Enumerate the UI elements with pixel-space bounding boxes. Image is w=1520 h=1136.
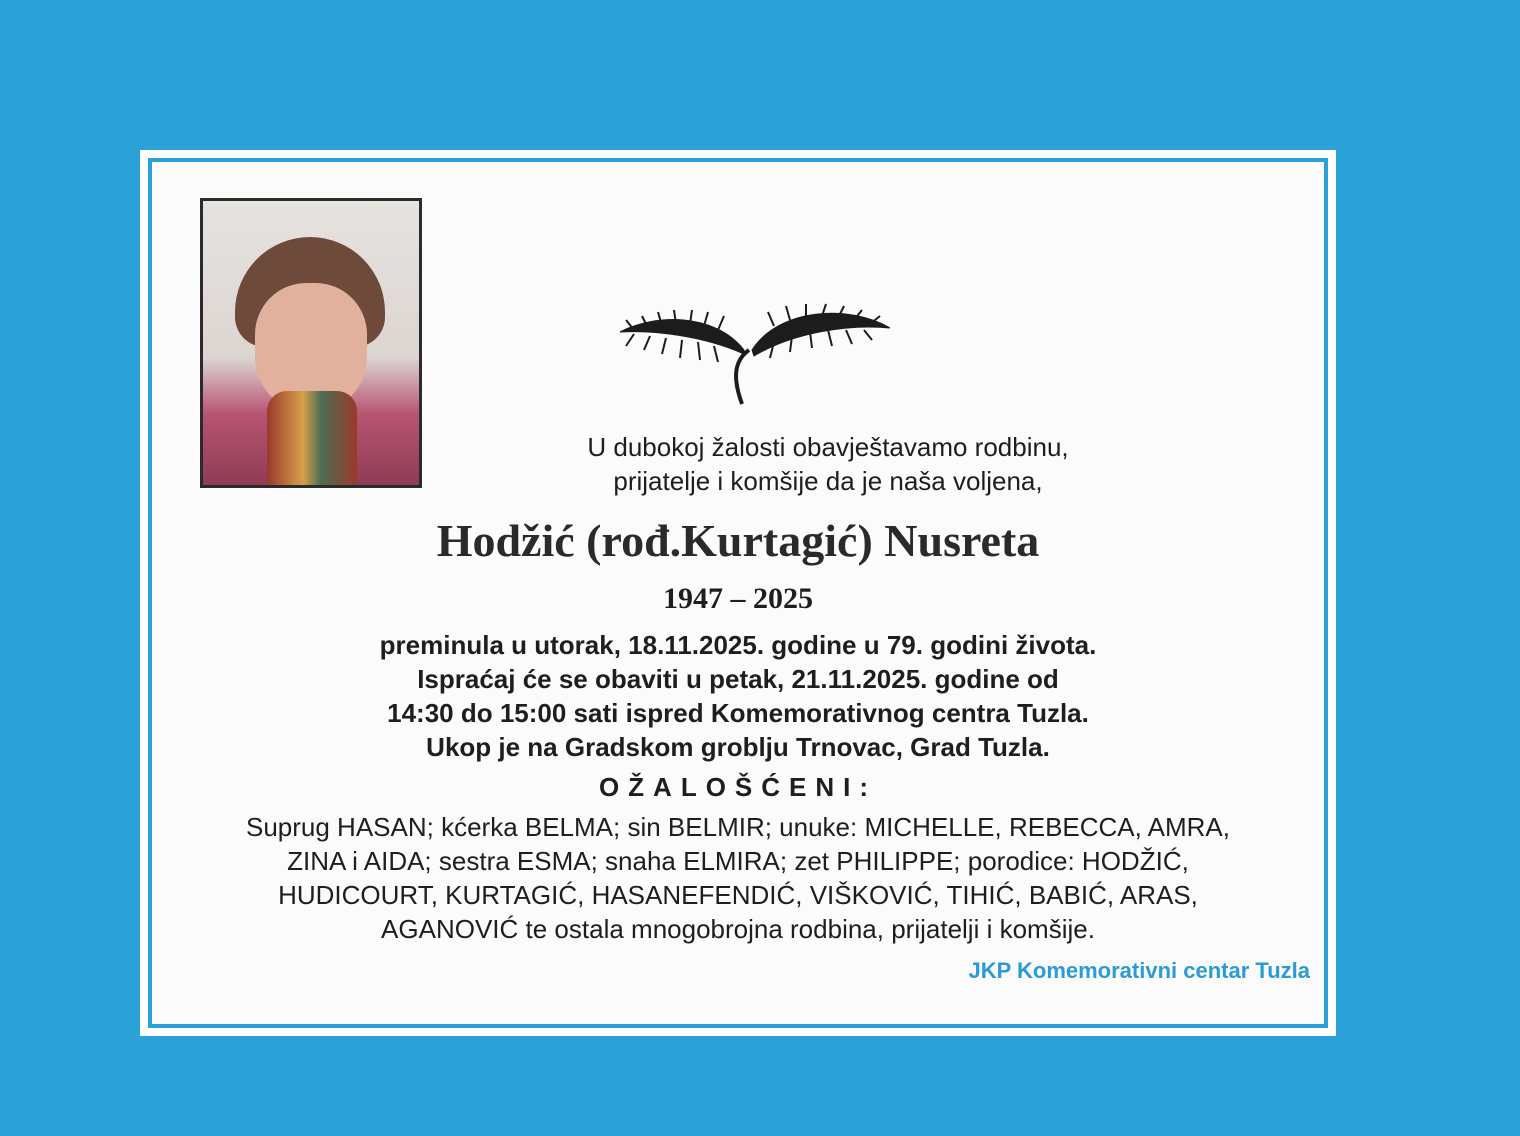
intro-line: prijatelje i komšije da je naša voljena,	[613, 466, 1043, 496]
mourners-line: Suprug HASAN; kćerka BELMA; sin BELMIR; unuke: MICHELLE, REBECCA, AMRA,	[245, 812, 1230, 842]
mourners-line: HUDICOURT, KURTAGIĆ, HASANEFENDIĆ, VIŠKOVIĆ, TIHIĆ, BABIĆ, ARAS,	[278, 880, 1198, 910]
details-line: Ukop je na Gradskom groblju Trnovac, Grad Tuzla.	[426, 732, 1050, 762]
deceased-name: Hodžić (rođ.Kurtagić) Nusreta	[436, 515, 1040, 566]
publisher-footer: JKP Komemorativni centar Tuzla	[968, 958, 1310, 983]
life-years: 1947 – 2025	[663, 582, 813, 615]
notice-outer-frame	[140, 150, 1336, 1036]
funeral-details	[152, 628, 1324, 764]
notice-card	[152, 162, 1324, 1024]
notice-border	[148, 158, 1328, 1028]
details-line: 14:30 do 15:00 sati ispred Komemorativnog centra Tuzla.	[387, 698, 1089, 728]
intro-line: U dubokoj žalosti obavještavamo rodbinu,	[587, 432, 1069, 462]
mourners-heading: OŽALOŠĆENI:	[598, 772, 878, 802]
palm-branch-icon	[614, 302, 894, 410]
mourners-line: AGANOVIĆ te ostala mnogobrojna rodbina, prijatelji i komšije.	[381, 914, 1095, 944]
details-line: Ispraćaj će se obaviti u petak, 21.11.2025. godine od	[417, 664, 1059, 694]
intro-text	[152, 430, 1324, 498]
details-line: preminula u utorak, 18.11.2025. godine u 79. godini života.	[379, 630, 1097, 660]
mourners-list	[152, 810, 1324, 946]
mourners-line: ZINA i AIDA; sestra ESMA; snaha ELMIRA; zet PHILIPPE; porodice: HODŽIĆ,	[287, 846, 1189, 876]
